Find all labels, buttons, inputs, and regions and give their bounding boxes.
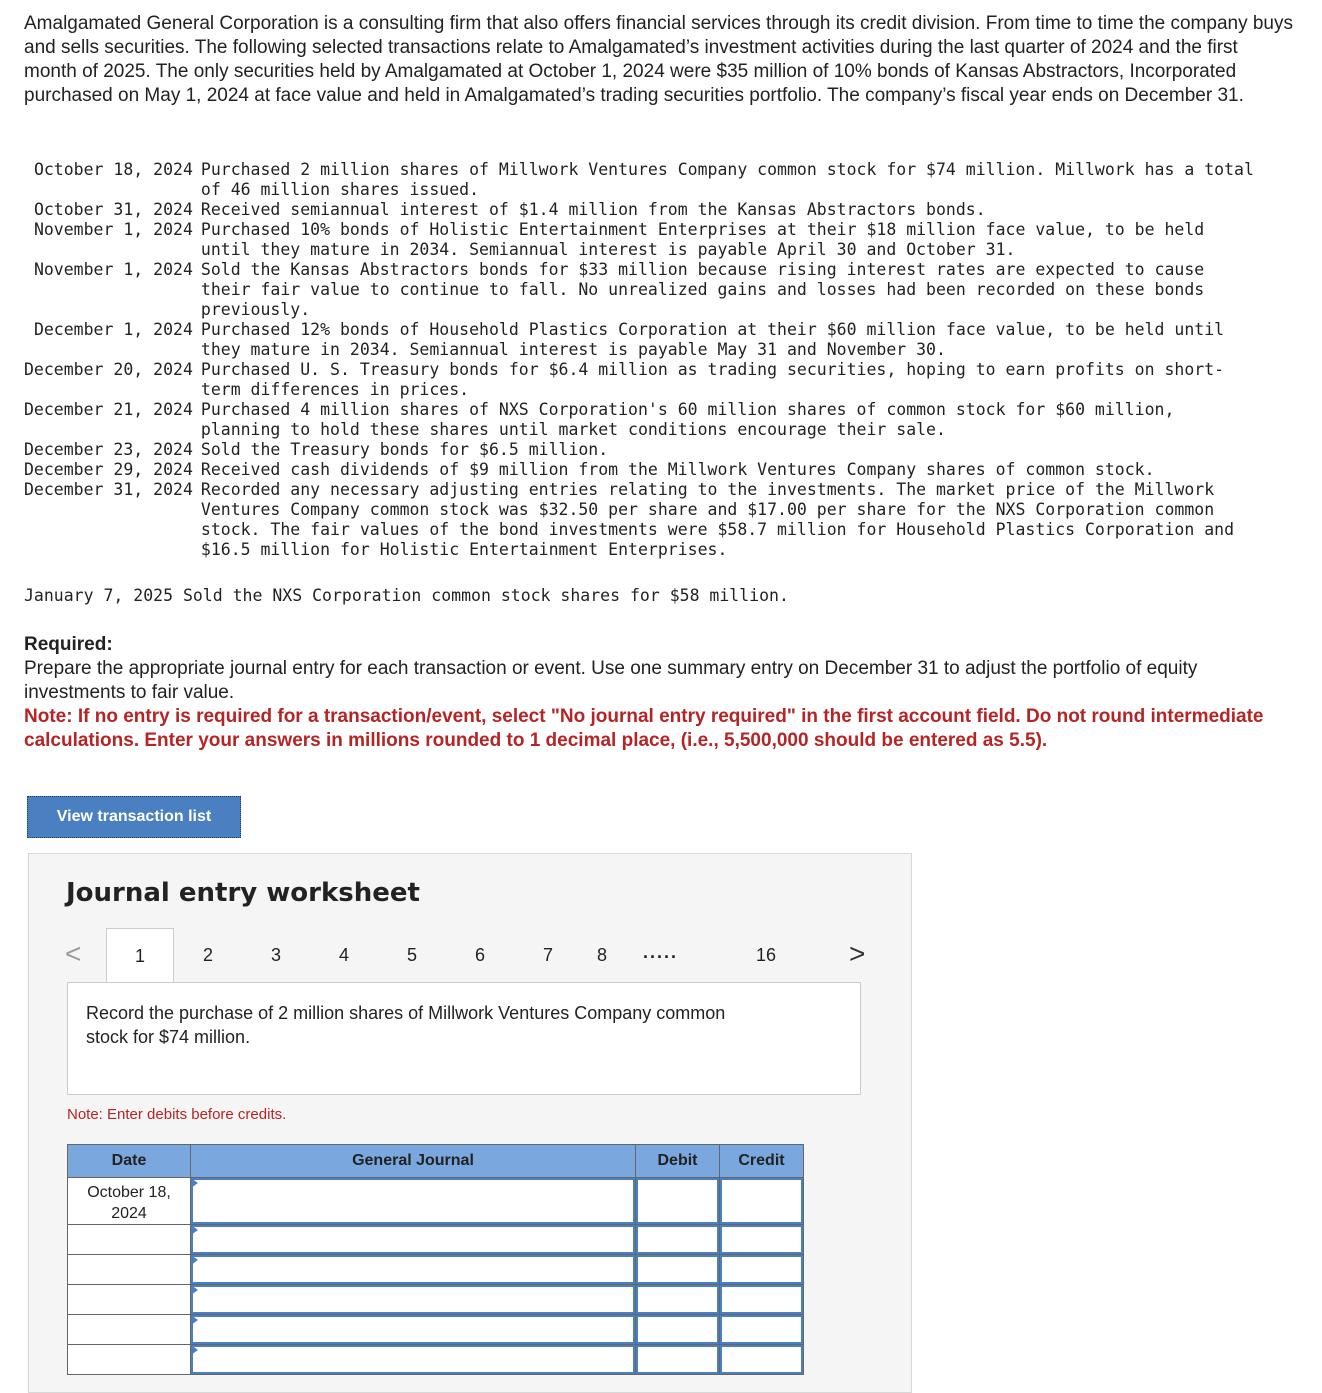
credit-input[interactable]: [720, 1285, 803, 1314]
tab-4[interactable]: 4: [338, 944, 349, 965]
credit-cell: [720, 1255, 804, 1285]
transaction-text: Purchased 10% bonds of Holistic Entertainment Enterprises at their $18 million face value, to be held until they mature in 2034. Semiannual interest is payable April 30 and October 31.: [200, 220, 1215, 259]
required-heading: Required:: [24, 634, 113, 655]
transaction-date: December 31, 2024: [24, 480, 193, 499]
debit-cell: [636, 1345, 720, 1375]
dropdown-marker-icon: [191, 1225, 198, 1235]
dropdown-marker-icon: [191, 1285, 198, 1295]
date-empty-cell: [68, 1345, 191, 1375]
account-input[interactable]: [191, 1345, 635, 1374]
table-row: [68, 1225, 804, 1255]
tab-3[interactable]: 3: [270, 944, 281, 965]
debit-input[interactable]: [636, 1315, 719, 1344]
date-empty-cell: [68, 1315, 191, 1345]
credit-cell: [720, 1225, 804, 1255]
transaction-text: Purchased 2 million shares of Millwork Ventures Company common stock for $74 million. Millwork has a total of 46 million shares issued.: [200, 160, 1264, 199]
transaction-text: Received semiannual interest of $1.4 million from the Kansas Abstractors bonds.: [200, 200, 986, 219]
transaction-date: December 21, 2024: [24, 400, 193, 419]
entry-date: October 18, 2024: [68, 1178, 191, 1225]
prev-arrow-icon[interactable]: <: [65, 938, 82, 969]
debit-cell: [636, 1225, 720, 1255]
transaction-date: October 18, 2024: [33, 160, 193, 179]
entry-prompt: Record the purchase of 2 million shares of Millwork Ventures Company common stock for $74 million.: [86, 1003, 726, 1047]
transaction-row: [24, 220, 1261, 260]
account-cell: [191, 1345, 636, 1375]
date-empty-cell: [68, 1285, 191, 1315]
credit-cell: [720, 1345, 804, 1375]
date-empty-cell: [68, 1255, 191, 1285]
account-input[interactable]: [191, 1225, 635, 1254]
account-input[interactable]: [191, 1285, 635, 1314]
tab-2[interactable]: 2: [202, 944, 213, 965]
debit-input[interactable]: [636, 1345, 719, 1374]
transaction-text: Purchased 12% bonds of Household Plastics Corporation at their $60 million face value, to be held until they mature in 2034. Semiannual interest is payable May 31 and November 30.: [200, 320, 1235, 359]
worksheet-title: Journal entry worksheet: [66, 878, 420, 908]
general-journal-table: [67, 1144, 804, 1375]
table-row: [68, 1345, 804, 1375]
table-row: [68, 1178, 804, 1225]
debit-cell: [636, 1315, 720, 1345]
tab-8[interactable]: 8: [596, 944, 607, 965]
credit-input[interactable]: [720, 1315, 803, 1344]
account-cell: [191, 1225, 636, 1255]
tab-5[interactable]: 5: [406, 944, 417, 965]
debit-cell: [636, 1255, 720, 1285]
transaction-date: November 1, 2024: [33, 260, 193, 279]
table-row: [68, 1315, 804, 1345]
dropdown-marker-icon: [191, 1345, 198, 1355]
col-general-journal: General Journal: [191, 1145, 636, 1178]
transaction-text: Received cash dividends of $9 million from the Millwork Ventures Company shares of common stock.: [200, 460, 1155, 479]
january-transaction: January 7, 2025 Sold the NXS Corporation common stock shares for $58 million.: [24, 586, 789, 605]
tab-7[interactable]: 7: [542, 944, 553, 965]
journal-entry-worksheet: [28, 853, 912, 1393]
transaction-text: Purchased U. S. Treasury bonds for $6.4 million as trading securities, hoping to earn profits on short-term differences in prices.: [200, 360, 1225, 399]
transaction-row: [24, 260, 1261, 320]
transaction-row: [24, 440, 1261, 460]
credit-cell: [720, 1285, 804, 1315]
tab-1[interactable]: 1: [106, 928, 174, 984]
account-input[interactable]: [191, 1178, 635, 1224]
required-section: [24, 633, 1294, 753]
account-cell: [191, 1255, 636, 1285]
tab-ellipsis: .....: [643, 942, 679, 962]
transaction-text: Recorded any necessary adjusting entries relating to the investments. The market price of the Millwork Ventures Company common stock was $32.50 per share and $17.00 per share for the NXS Corporation common stock. The fair values of the bond investments were $58.7 million for Household Plastics Corporation and $16.5 million for Holistic Entertainment Enterprises.: [200, 480, 1244, 559]
transaction-date: December 20, 2024: [24, 360, 193, 379]
transaction-date: December 23, 2024: [24, 440, 193, 459]
problem-intro: Amalgamated General Corporation is a consulting firm that also offers financial services through its credit division. From time to time the company buys and sells securities. The following selected transactions relate to Amalgamated’s investment activities during the last quarter of 2024 and the first month of 2025. The only securities held by Amalgamated at October 1, 2024 were $35 million of 10% bonds of Kansas Abstractors, Incorporated purchased on May 1, 2024 at face value and held in Amalgamated’s trading securities portfolio. The company’s fiscal year ends on December 31.: [24, 13, 1293, 106]
transaction-date: December 1, 2024: [33, 320, 193, 339]
entry-pager: [65, 928, 875, 984]
transaction-row: [24, 460, 1261, 480]
table-row: [68, 1255, 804, 1285]
transaction-row: [24, 160, 1261, 200]
debit-input[interactable]: [636, 1255, 719, 1284]
credit-cell: [720, 1178, 804, 1225]
account-cell: [191, 1178, 636, 1225]
credit-input[interactable]: [720, 1225, 803, 1254]
tab-6[interactable]: 6: [474, 944, 485, 965]
transaction-row: [24, 360, 1261, 400]
required-note: Note: If no entry is required for a transaction/event, select "No journal entry required" in the first account field. Do not round intermediate calculations. Enter your answers in millions rounded to 1 decimal place, (i.e., 5,500,000 should be entered as 5.5).: [24, 706, 1264, 751]
debit-cell: [636, 1178, 720, 1225]
tab-16[interactable]: 16: [755, 944, 777, 965]
dropdown-marker-icon: [191, 1255, 198, 1265]
transaction-date: October 31, 2024: [33, 200, 193, 219]
credit-input[interactable]: [720, 1345, 803, 1374]
account-input[interactable]: [191, 1255, 635, 1284]
transaction-date: November 1, 2024: [33, 220, 193, 239]
transaction-row: [24, 320, 1261, 360]
dropdown-marker-icon: [191, 1315, 198, 1325]
transaction-text: Sold the Treasury bonds for $6.5 million.: [200, 440, 609, 459]
debit-input[interactable]: [636, 1225, 719, 1254]
debits-note: Note: Enter debits before credits.: [67, 1106, 287, 1123]
next-arrow-icon[interactable]: >: [849, 938, 866, 969]
transaction-text: Purchased 4 million shares of NXS Corporation's 60 million shares of common stock for $60 million, planning to hold these shares until market conditions encourage their sale.: [200, 400, 1185, 439]
credit-input[interactable]: [720, 1255, 803, 1284]
credit-input[interactable]: [720, 1178, 803, 1224]
credit-cell: [720, 1315, 804, 1345]
transaction-list: [24, 160, 1264, 560]
required-text: Prepare the appropriate journal entry for each transaction or event. Use one summary entry on December 31 to adjust the portfolio of equity investments to fair value.: [24, 658, 1198, 703]
account-cell: [191, 1285, 636, 1315]
transaction-row: [24, 480, 1261, 560]
transaction-row: [24, 200, 1261, 220]
transaction-text: Sold the Kansas Abstractors bonds for $33 million because rising interest rates are expected to cause their fair value to continue to fall. No unrealized gains and losses had been recorded on these bonds previously.: [200, 260, 1215, 319]
debit-cell: [636, 1285, 720, 1315]
transaction-date: December 29, 2024: [24, 460, 193, 479]
table-row: [68, 1285, 804, 1315]
debit-input[interactable]: [636, 1285, 719, 1314]
entry-prompt-box: [67, 982, 861, 1095]
col-credit: Credit: [720, 1145, 804, 1178]
account-input[interactable]: [191, 1315, 635, 1344]
col-debit: Debit: [636, 1145, 720, 1178]
date-empty-cell: [68, 1225, 191, 1255]
col-date: Date: [68, 1145, 191, 1178]
transaction-row: [24, 400, 1261, 440]
debit-input[interactable]: [636, 1178, 719, 1224]
view-transaction-list-button[interactable]: View transaction list: [27, 796, 241, 838]
account-cell: [191, 1315, 636, 1345]
dropdown-marker-icon: [191, 1178, 198, 1188]
